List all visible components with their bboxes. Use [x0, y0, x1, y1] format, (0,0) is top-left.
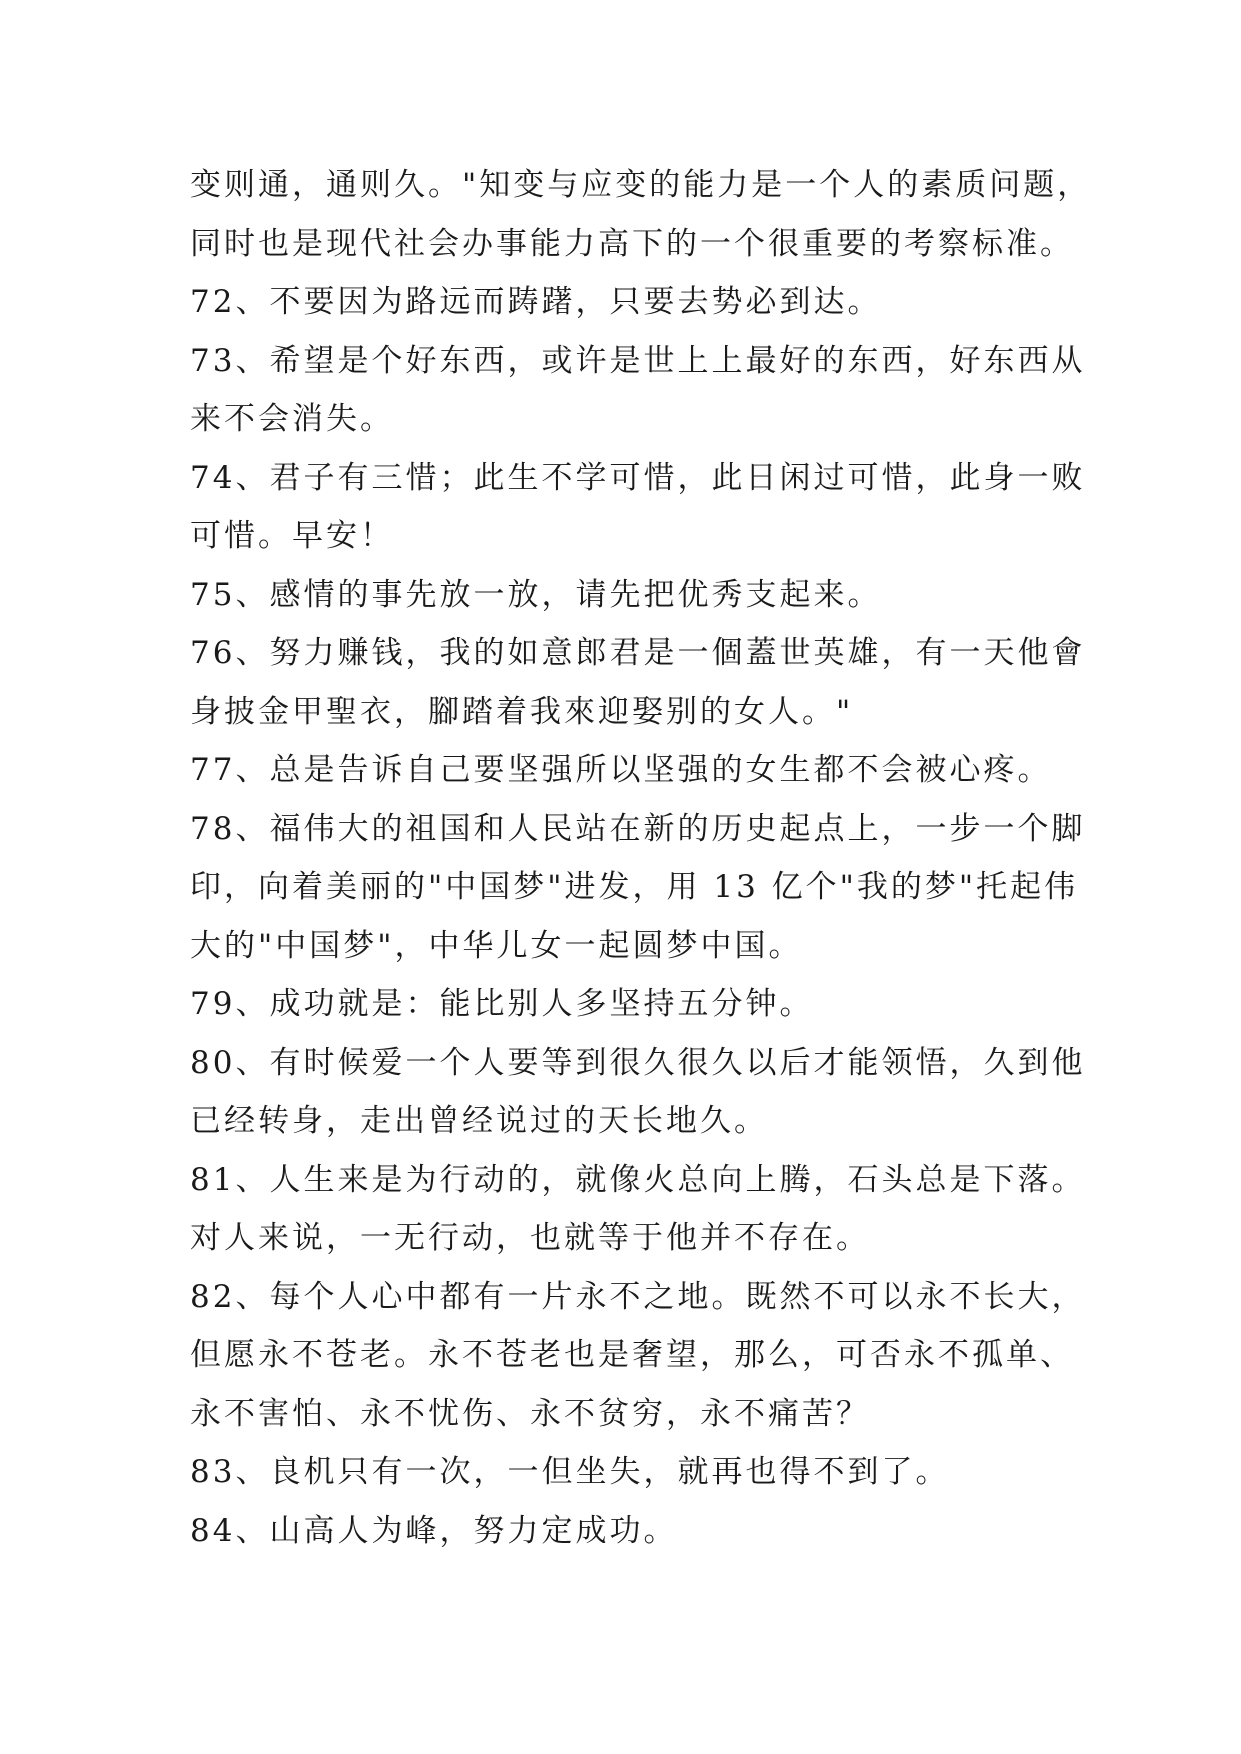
text-line: 76、努力赚钱，我的如意郎君是一個蓋世英雄，有一天他會	[190, 635, 1086, 671]
text-line: 77、总是告诉自己要坚强所以坚强的女生都不会被心疼。	[190, 752, 1052, 788]
text-line: 80、有时候爱一个人要等到很久很久以后才能领悟，久到他	[190, 1044, 1086, 1081]
document-body	[190, 156, 1090, 1560]
text-line: 75、感情的事先放一放，请先把优秀支起来。	[190, 576, 882, 613]
text-line: 变则通，通则久。"知变与应变的能力是一个人的素质问题，	[190, 167, 1092, 203]
text-line: 身披金甲聖衣，腳踏着我來迎娶别的女人。"	[190, 693, 854, 730]
text-line: 已经转身，走出曾经说过的天长地久。	[190, 1103, 768, 1139]
text-line: 73、希望是个好东西，或许是世上上最好的东西，好东西从	[190, 342, 1086, 379]
text-line: 83、良机只有一次，一但坐失，就再也得不到了。	[190, 1454, 950, 1490]
text-line: 81、人生来是为行动的，就像火总向上腾，石头总是下落。	[190, 1161, 1086, 1198]
text-line: 79、成功就是：能比别人多坚持五分钟。	[190, 986, 814, 1022]
text-line: 永不害怕、永不忧伤、永不贫穷，永不痛苦？	[190, 1395, 870, 1432]
text-line: 78、福伟大的祖国和人民站在新的历史起点上，一步一个脚	[190, 810, 1086, 847]
text-line: 可惜。早安！	[190, 518, 394, 554]
text-line: 82、每个人心中都有一片永不之地。既然不可以永不长大，	[190, 1278, 1086, 1315]
text-line: 印，向着美丽的"中国梦"进发，用 13 亿个"我的梦"托起伟	[190, 869, 1079, 905]
text-line: 84、山高人为峰，努力定成功。	[190, 1512, 678, 1549]
text-line: 但愿永不苍老。永不苍老也是奢望，那么，可否永不孤单、	[190, 1337, 1074, 1373]
text-line: 74、君子有三惜；此生不学可惜，此日闲过可惜，此身一败	[190, 459, 1086, 496]
text-line: 对人来说，一无行动，也就等于他并不存在。	[190, 1220, 870, 1256]
text-line: 72、不要因为路远而踌躇，只要去势必到达。	[190, 284, 882, 320]
text-line: 来不会消失。	[190, 401, 394, 437]
text-line: 同时也是现代社会办事能力高下的一个很重要的考察标准。	[190, 225, 1074, 262]
text-line: 大的"中国梦"，中华儿女一起圆梦中国。	[190, 927, 803, 964]
